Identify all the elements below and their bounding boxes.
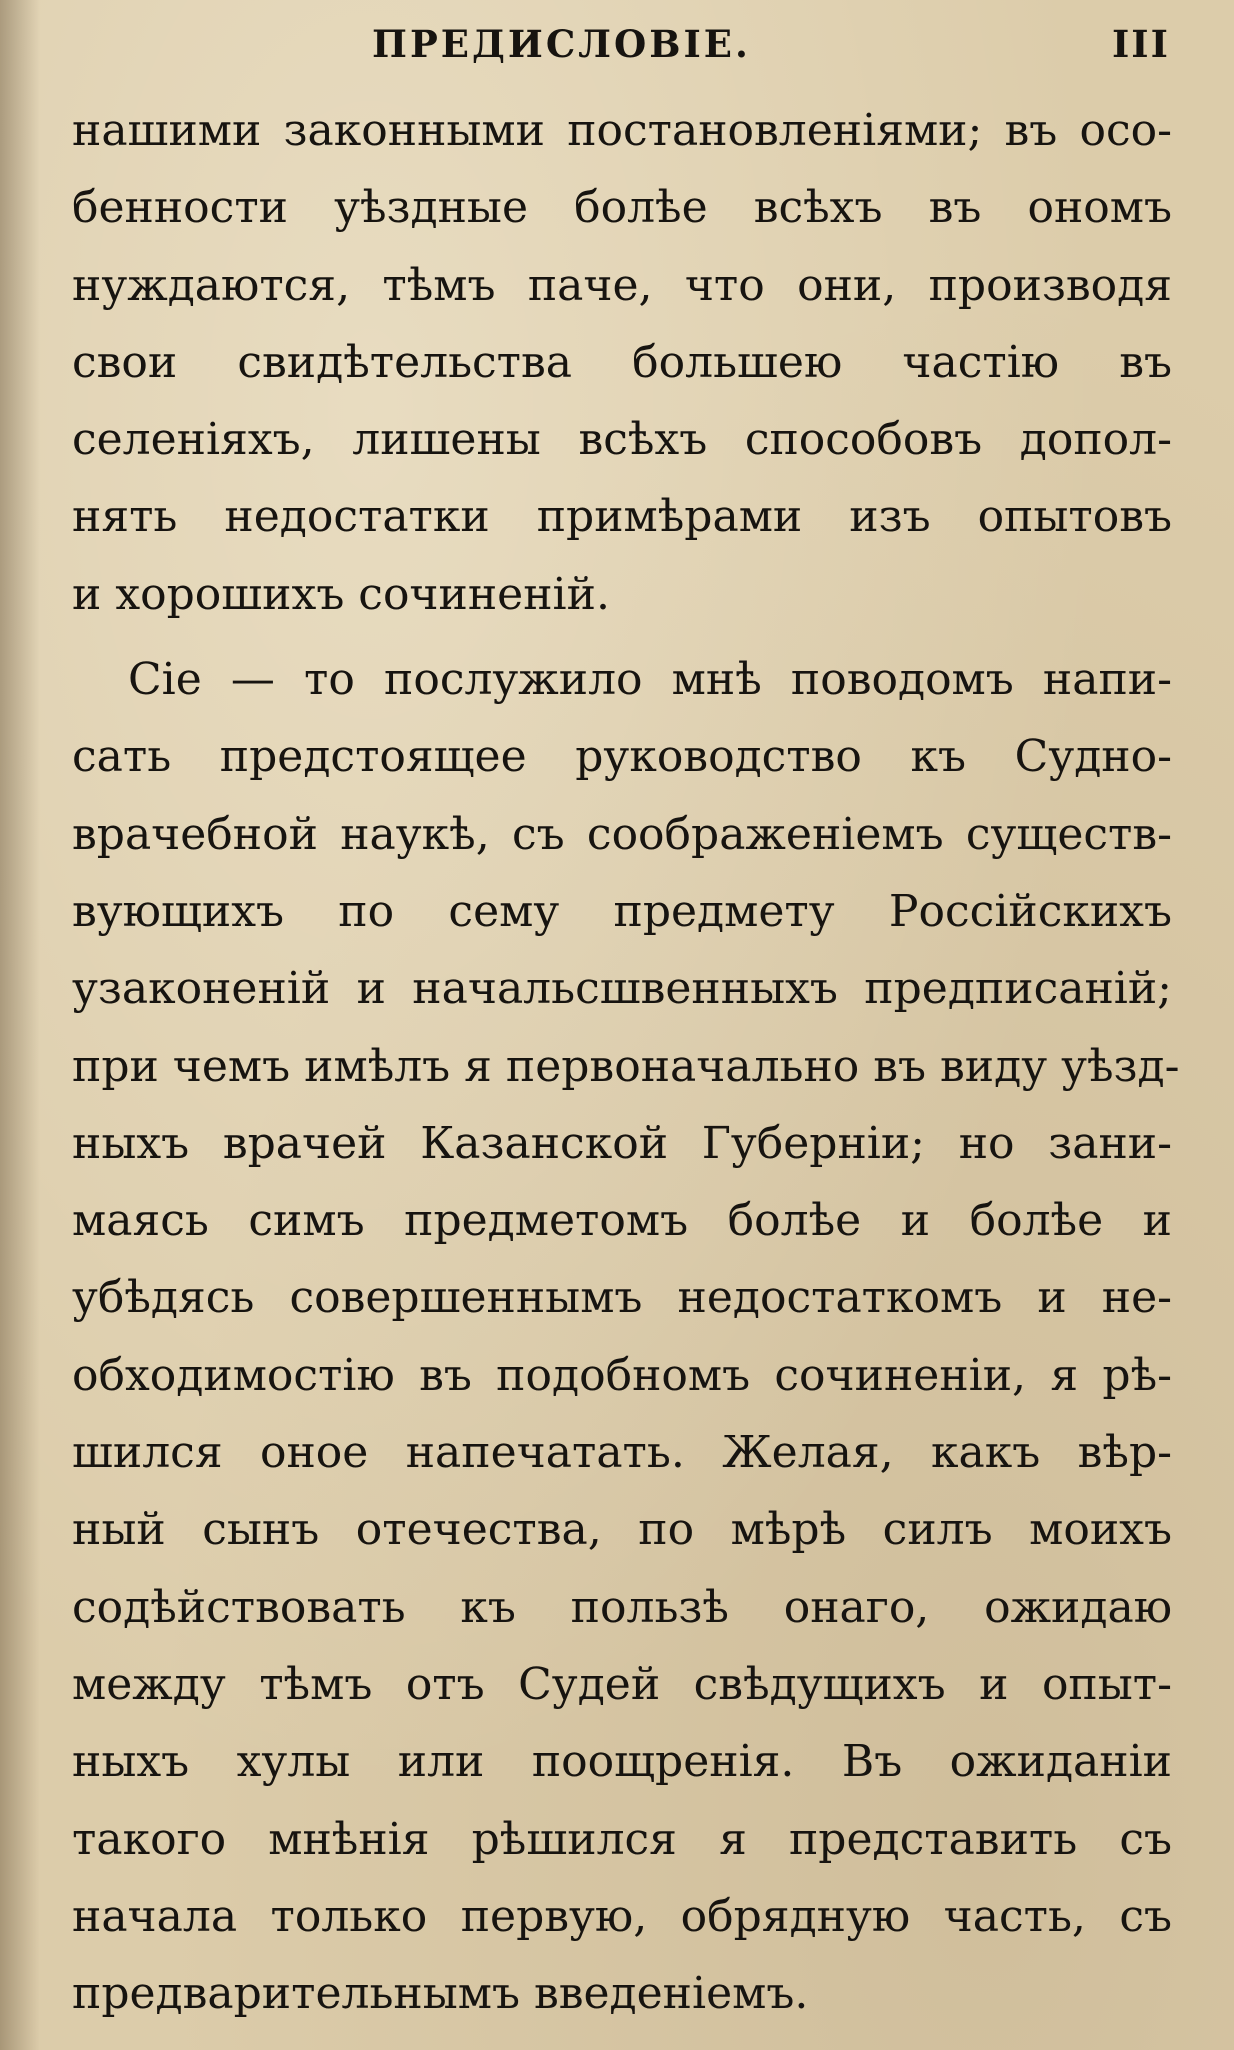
text-line: содѣйствовать къ пользѣ онаго, ожидаю (72, 1581, 1172, 1633)
text-line: ный сынъ отечества, по мѣрѣ силъ моихъ (72, 1504, 1172, 1556)
text-line: нуждаются, тѣмъ паче, что они, производя (72, 259, 1172, 311)
text-line: между тѣмъ отъ Судей свѣдущихъ и опыт- (72, 1658, 1172, 1710)
text-line: начала только первую, обрядную часть, съ (72, 1890, 1172, 1942)
text-line: обходимостію въ подобномъ сочиненіи, я рѣ- (72, 1349, 1172, 1401)
text-line: ныхъ врачей Казанской Губерніи; но зани- (72, 1117, 1172, 1169)
text-line: селеніяхъ, лишены всѣхъ способовъ допол- (72, 414, 1172, 466)
text-line: нять недостатки примѣрами изъ опытовъ (72, 491, 1172, 543)
text-line: ныхъ хулы или поощренія. Въ ожиданіи (72, 1736, 1172, 1788)
paragraph-2 (72, 641, 1180, 2032)
page-title: ПРЕДИСЛОВІЕ. (372, 22, 751, 66)
text-line: и хорошихъ сочиненій. (72, 568, 610, 620)
text-line: убѣдясь совершеннымъ недостаткомъ и не- (72, 1272, 1172, 1324)
text-line: нашими законными постановленіями; въ осо- (72, 105, 1172, 156)
text-line: шился оное напечатать. Желая, какъ вѣр- (72, 1427, 1172, 1479)
text-line: бенности уѣздные болѣе всѣхъ въ ономъ (72, 182, 1172, 234)
text-line: маясь симъ предметомъ болѣе и болѣе и (72, 1195, 1172, 1247)
paragraph-1 (72, 92, 1172, 633)
text-line: узаконеній и начальсшвенныхъ предписаній; (72, 963, 1172, 1015)
text-line: такого мнѣнія рѣшился я представить съ (72, 1813, 1172, 1865)
text-line: при чемъ имѣлъ я первоначально въ виду уѣзд- (72, 1040, 1180, 1092)
page-number: III (1112, 22, 1170, 66)
running-head (0, 22, 1234, 72)
body-text (72, 92, 1180, 2040)
binding-shadow (0, 0, 40, 2050)
text-line: предварительнымъ введеніемъ. (72, 1968, 809, 2020)
text-line: врачебной наукѣ, съ соображеніемъ существ- (72, 808, 1172, 860)
text-line: Сіе — то послужило мнѣ поводомъ напи- (128, 654, 1172, 706)
text-line: вующихъ по сему предмету Россійскихъ (72, 885, 1172, 937)
text-line: свои свидѣтельства большею частію въ (72, 336, 1172, 388)
text-line: сать предстоящее руководство къ Судно- (72, 731, 1172, 783)
